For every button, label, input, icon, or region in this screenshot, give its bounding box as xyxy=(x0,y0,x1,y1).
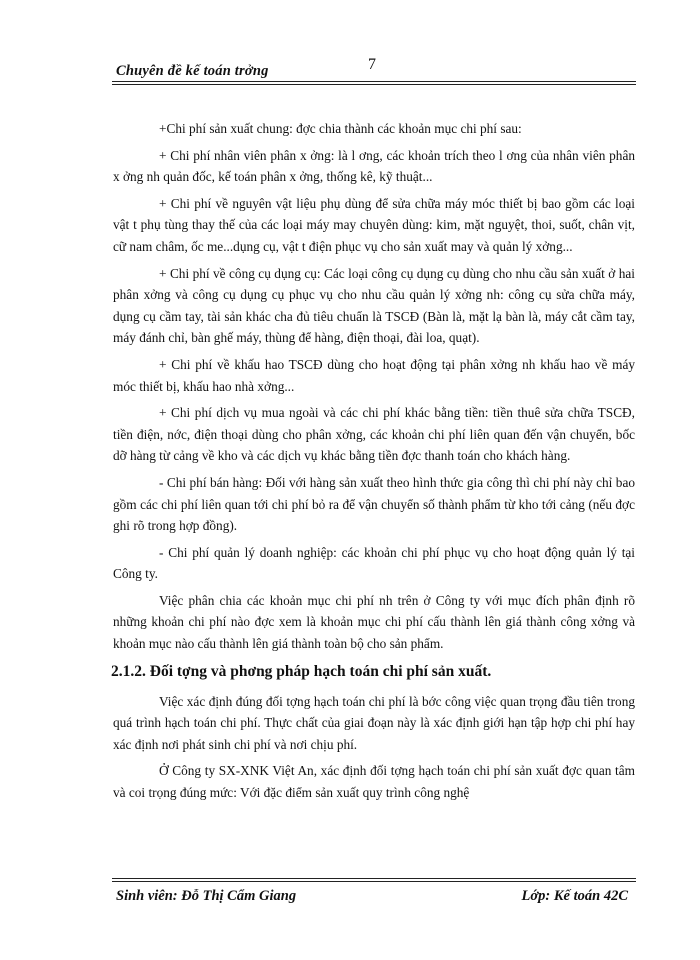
paragraph: - Chi phí bán hàng: Đối với hàng sản xuất theo hình thức gia công thì chi phí này chỉ bao gồm các chi phí liên quan tới chi phí bỏ ra để vận chuyển số thành phẩm từ kho tới cảng (nếu đợc ghi rõ trong hợp đồng). xyxy=(113,474,635,534)
document-body xyxy=(113,118,635,809)
header-rule xyxy=(112,81,636,82)
section-heading: 2.1.2. Đối tợng và phơng pháp hạch toán chi phí sản xuất. xyxy=(111,662,492,680)
paragraph: + Chi phí nhân viên phân x ởng: là l ơng, các khoản trích theo l ơng của nhân viên phân x ởng nh quản đốc, kế toán phân x ởng, thống kê, kỹ thuật... xyxy=(113,147,635,185)
paragraph: + Chi phí về khấu hao TSCĐ dùng cho hoạt động tại phân xởng nh khấu hao về máy móc thiết bị, khấu hao nhà xởng... xyxy=(113,356,635,394)
header-title: Chuyên đề kế toán trởng xyxy=(116,63,269,79)
paragraph: Việc phân chia các khoản mục chi phí nh trên ở Công ty với mục đích phân định rõ những khoản chi phí nào đợc xem là khoản mục chi phí cấu thành lên giá thành công xởng và khoản mục nào cấu thành lên giá thành toàn bộ cho sản phẩm. xyxy=(113,592,635,652)
footer-rule-secondary xyxy=(112,881,636,882)
paragraph: + Chi phí về nguyên vật liệu phụ dùng để sửa chữa máy móc thiết bị bao gồm các loại vật t phụ tùng thay thế của các loại máy may chuyên dùng: kim, mặt nguyệt, thoi, suốt, chân vịt, cữ nam châm, ốc me...dụng cụ, vật t điện phục vụ cho sản xuất may và quản lý xởng... xyxy=(113,195,635,254)
page-footer xyxy=(112,878,636,908)
footer-rule xyxy=(112,878,636,879)
footer-student: Sinh viên: Đỗ Thị Cẩm Giang xyxy=(116,888,297,904)
footer-class: Lớp: Kế toán 42C xyxy=(521,888,628,904)
paragraph: - Chi phí quản lý doanh nghiệp: các khoản chi phí phục vụ cho hoạt động quản lý tại Công ty. xyxy=(113,544,635,582)
paragraph: + Chi phí dịch vụ mua ngoài và các chi phí khác bằng tiền: tiền thuê sửa chữa TSCĐ, tiền điện, nớc, điện thoại dùng cho phân xởng, các khoản chi phí liên quan đến vận chuyển, bốc dỡ hàng từ cảng về kho và các dịch vụ khác bằng tiền đợc thanh toán cho khách hàng. xyxy=(113,405,635,464)
paragraph: Việc xác định đúng đối tợng hạch toán chi phí là bớc công việc quan trọng đầu tiên trong quá trình hạch toán chi phí. Thực chất của giai đoạn này là xác định giới hạn tập hợp chi phí hay xác định nơi phát sinh chi phí và nơi chịu phí. xyxy=(113,693,635,752)
page-number: 7 xyxy=(368,56,376,73)
page-header xyxy=(112,58,636,82)
header-rule-secondary xyxy=(112,84,636,85)
paragraph: +Chi phí sản xuất chung: đợc chia thành các khoản mục chi phí sau: xyxy=(159,121,522,136)
paragraph: Ở Công ty SX-XNK Việt An, xác định đối tợng hạch toán chi phí sản xuất đợc quan tâm và coi trọng đúng mức: Với đặc điểm sản xuất quy trình công nghệ xyxy=(113,763,635,801)
paragraph: + Chi phí về công cụ dụng cụ: Các loại công cụ dụng cụ dùng cho nhu cầu sản xuất ở hai phân xởng và công cụ dụng cụ phục vụ cho nhu cầu quản lý xởng nh: công cụ sửa chữa máy, dụng cụ cầm tay, tài sản khác cha đủ tiêu chuẩn là TSCĐ (Bàn là, mặt lạ bàn là, máy cắt cầm tay, máy đánh chỉ, bàn ghế máy, thùng để hàng, điện thoại, đài loa, quạt). xyxy=(113,265,635,346)
